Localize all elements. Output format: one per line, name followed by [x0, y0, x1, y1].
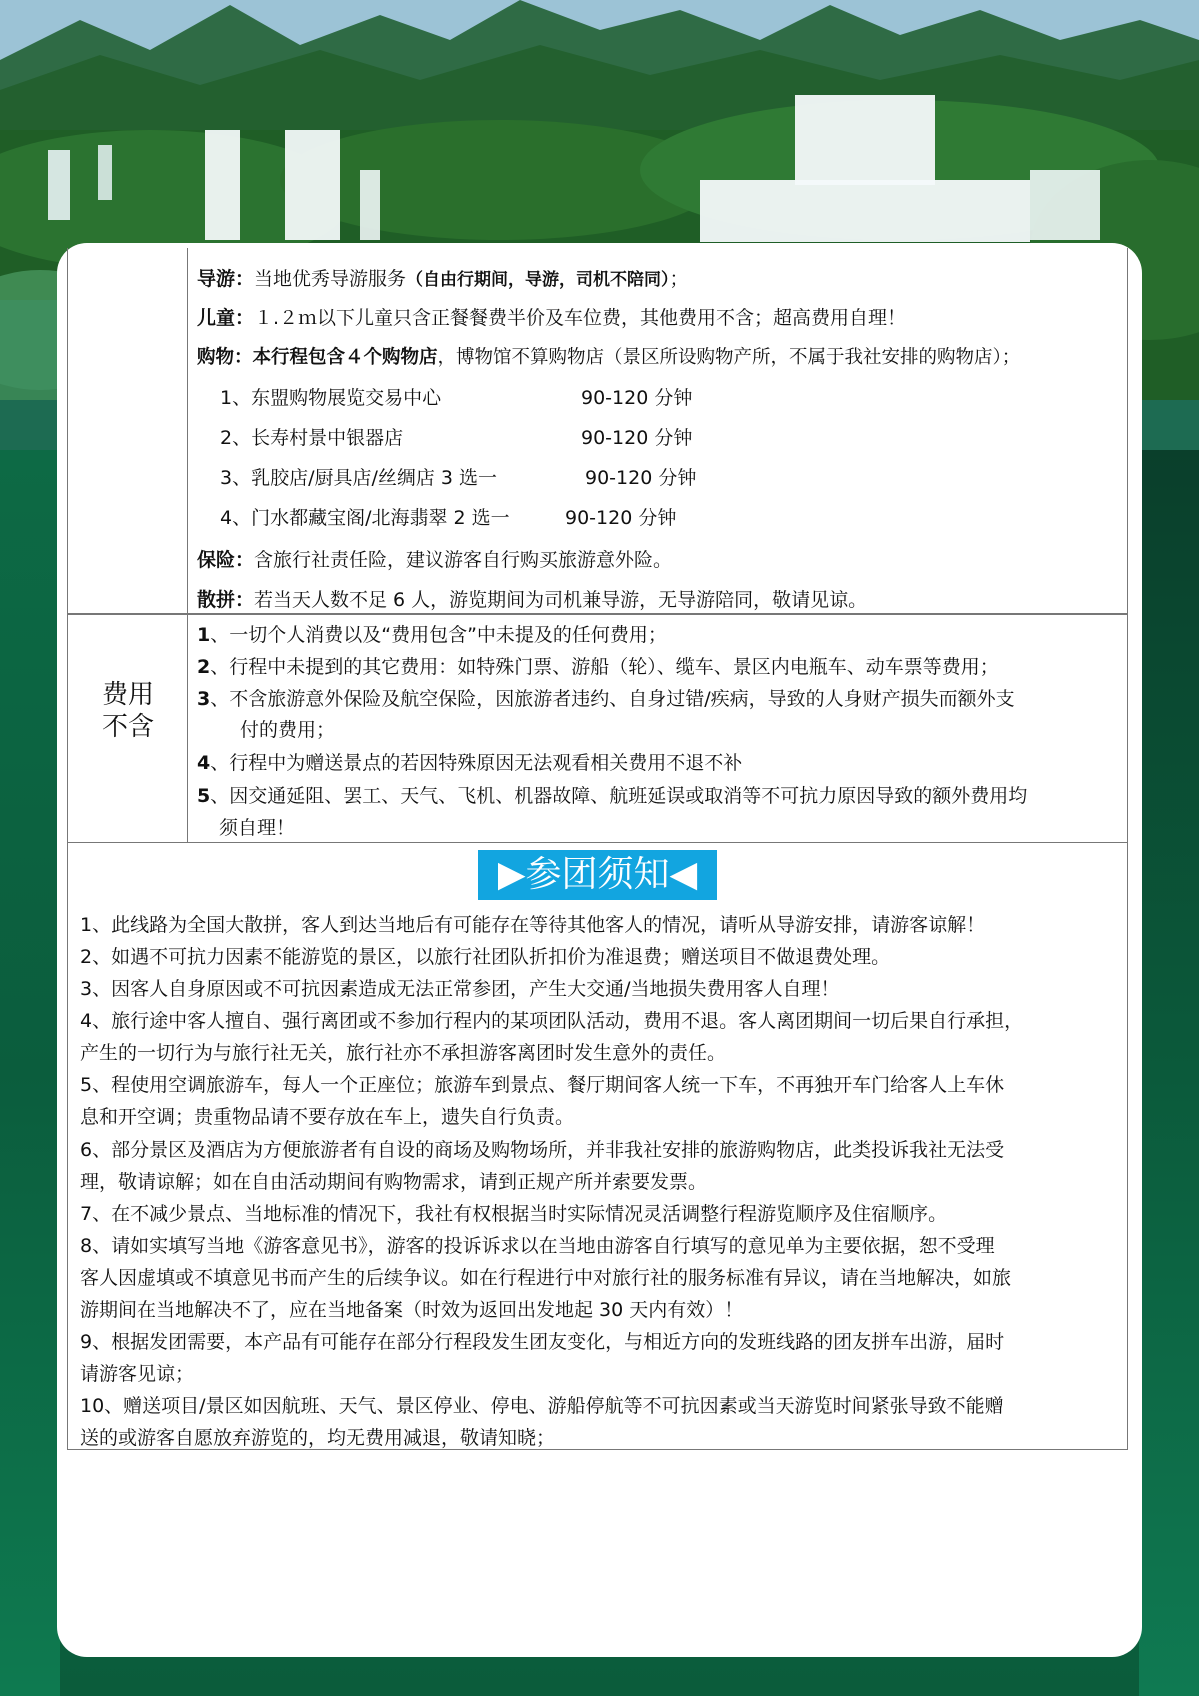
insurance-text: 含旅行社责任险，建议游客自行购买旅游意外险。	[254, 549, 673, 571]
scatter-text: 若当天人数不足 6 人，游览期间为司机兼导游，无导游陪同，敬请见谅。	[254, 589, 868, 611]
guide-label: 导游：	[197, 268, 255, 290]
shop-item-name: 4、门水都藏宝阁/北海翡翠 2 选一	[220, 507, 510, 529]
fee-item	[197, 622, 667, 648]
right-background-strip	[1139, 450, 1199, 1696]
shop-item-time: 90-120 分钟	[585, 467, 697, 489]
notice-line: 游期间在当地解决不了，应在当地备案（时效为返回出发地起 30 天内有效）！	[80, 1299, 744, 1321]
notice-line: 1、此线路为全国大散拼，客人到达当地后有可能存在等待其他客人的情况，请听从导游安排，请游客谅解！	[80, 914, 986, 936]
scatter-label: 散拼：	[197, 589, 255, 611]
fee-item-text: 、行程中未提到的其它费用：如特殊门票、游船（轮）、缆车、景区内电瓶车、动车票等费用；	[210, 656, 999, 678]
left-background-strip	[0, 450, 60, 1696]
fee-item-num: 1	[197, 624, 211, 646]
notice-title: ▶参团须知◀	[478, 850, 717, 900]
fees-excluded-label-cell	[68, 615, 188, 842]
shop-label: 购物：	[197, 347, 253, 368]
notice-line: 10、赠送项目/景区如因航班、天气、景区停业、停电、游船停航等不可抗因素或当天游览时间紧张导致不能赠	[80, 1395, 1004, 1417]
shop-item-time: 90-120 分钟	[581, 387, 693, 409]
fees-excluded-label-line2: 不含	[101, 712, 154, 742]
notice-line: 5、程使用空调旅游车，每人一个正座位；旅游车到景点、餐厅期间客人统一下车，不再独开车门给客人上车休	[80, 1074, 1005, 1096]
guide-line	[197, 266, 689, 293]
shop-bold: 本行程包含４个购物店	[252, 347, 438, 368]
shop-text: ，博物馆不算购物店（景区所设购物产所，不属于我社安排的购物店）；	[437, 347, 1021, 368]
fee-item-num: 2	[197, 656, 211, 678]
notice-line: 息和开空调；贵重物品请不要存放在车上，遗失自行负责。	[80, 1106, 575, 1128]
child-label: 儿童：	[197, 307, 255, 329]
fee-item	[197, 686, 1015, 712]
shop-item-time: 90-120 分钟	[565, 507, 677, 529]
notice-line: 8、请如实填写当地《游客意见书》，游客的投诉诉求以在当地由游客自行填写的意见单为主要依据，恕不受理	[80, 1235, 995, 1257]
notice-line: 7、在不减少景点、当地标准的情况下，我社有权根据当时实际情况灵活调整行程游览顺序及住宿顺序。	[80, 1203, 948, 1225]
child-text: １.２ｍ以下儿童只含正餐餐费半价及车位费，其他费用不含；超高费用自理！	[254, 307, 907, 329]
scatter-line	[197, 587, 867, 613]
shop-item-name: 3、乳胶店/厨具店/丝绸店 3 选一	[220, 467, 498, 489]
fee-item-text: 须自理！	[219, 817, 296, 839]
shop-item-time: 90-120 分钟	[581, 427, 693, 449]
guide-text: 当地优秀导游服务	[254, 268, 407, 290]
guide-bold-note: （自由行期间，导游，司机不陪同）	[406, 270, 670, 290]
child-line	[197, 305, 906, 331]
fee-item-num: 3	[197, 688, 211, 710]
fee-item-text: 、不含旅游意外保险及航空保险，因旅游者违约、自身过错/疾病，导致的人身财产损失而额外支	[210, 688, 1015, 710]
insurance-line	[197, 547, 672, 573]
notice-line: 客人因虚填或不填意见书而产生的后续争议。如在行程进行中对旅行社的服务标准有异议，请在当地解决，如旅	[80, 1267, 1012, 1289]
insurance-label: 保险：	[197, 549, 255, 571]
fee-item-num: 4	[197, 752, 211, 774]
fees-excluded-label-line1: 费用	[101, 680, 154, 710]
notice-line: 送的或游客自愿放弃游览的，均无费用减退，敬请知晓；	[80, 1427, 556, 1449]
notice-line: 产生的一切行为与旅行社无关，旅行社亦不承担游客离团时发生意外的责任。	[80, 1042, 727, 1064]
notice-line: 3、因客人自身原因或不可抗因素造成无法正常参团，产生大交通/当地损失费用客人自理！	[80, 978, 840, 1000]
notice-line: 4、旅行途中客人擅自、强行离团或不参加行程内的某项团队活动，费用不退。客人离团期间一切后果自行承担，	[80, 1010, 1024, 1032]
fee-item	[197, 654, 999, 680]
fee-item-continued	[219, 815, 295, 841]
notice-line: 理，敬请谅解；如在自由活动期间有购物需求，请到正规产所并索要发票。	[80, 1171, 708, 1193]
shop-item-name: 2、长寿村景中银器店	[220, 427, 404, 449]
fee-item-text: 、因交通延阻、罢工、天气、飞机、机器故障、航班延误或取消等不可抗力原因导致的额外费用均	[210, 785, 1028, 807]
fee-item-text: 付的费用；	[240, 719, 336, 741]
fee-item-text: 、行程中为赠送景点的若因特殊原因无法观看相关费用不退不补	[210, 752, 743, 774]
notice-line: 请游客见谅；	[80, 1363, 195, 1385]
fee-item-num: 5	[197, 785, 211, 807]
fee-item-continued	[240, 717, 335, 743]
fee-item	[197, 750, 742, 776]
notice-line: 9、根据发团需要，本产品有可能存在部分行程段发生团友变化，与相近方向的发班线路的团友拼车出游，届时	[80, 1331, 1005, 1353]
notice-line: 2、如遇不可抗力因素不能游览的景区，以旅行社团队折扣价为准退费；赠送项目不做退费处理。	[80, 946, 891, 968]
shop-item-name: 1、东盟购物展览交易中心	[220, 387, 442, 409]
fee-item	[197, 783, 1027, 809]
shop-line	[197, 345, 1020, 371]
guide-end: ；	[669, 268, 689, 290]
fee-item-text: 、一切个人消费以及“费用包含”中未提及的任何费用；	[210, 624, 667, 646]
services-label-cell	[68, 248, 188, 613]
notice-line: 6、部分景区及酒店为方便旅游者有自设的商场及购物场所，并非我社安排的旅游购物店，此类投诉我社无法受	[80, 1139, 1005, 1161]
